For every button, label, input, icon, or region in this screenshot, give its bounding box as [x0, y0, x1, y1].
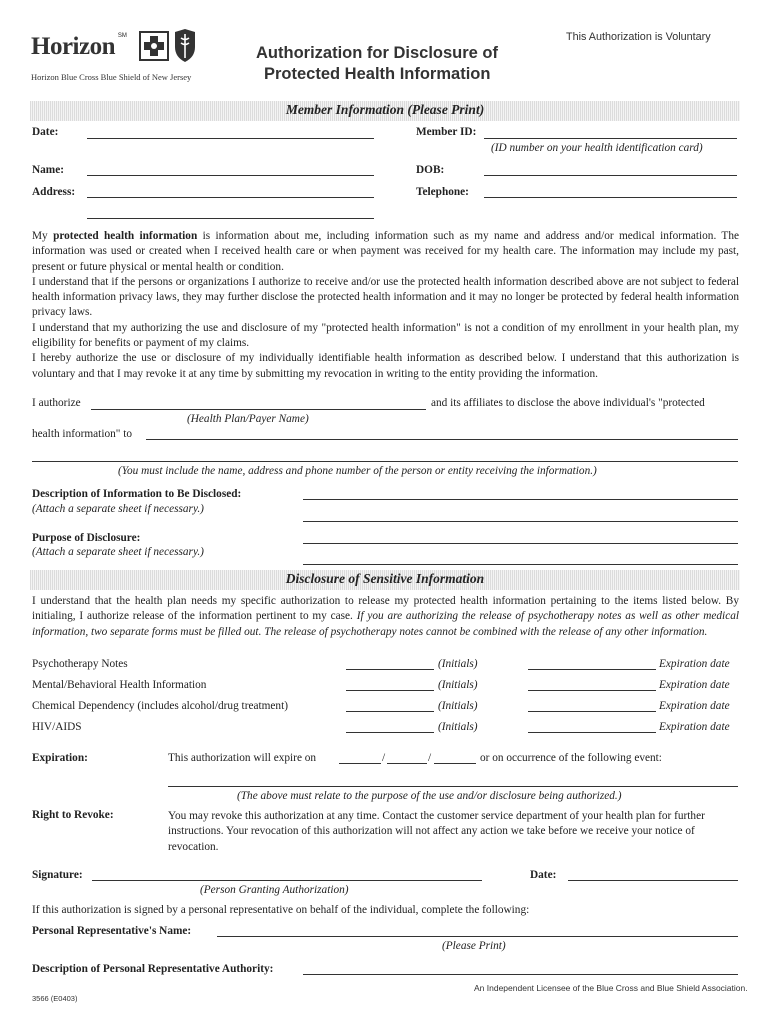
rep-name-label: Personal Representative's Name:	[32, 925, 192, 937]
sensitive-item-mental-health: Mental/Behavioral Health Information	[32, 679, 207, 691]
consent-text	[32, 229, 739, 382]
expiration-field-hiv-aids[interactable]	[528, 732, 656, 733]
phi-to-label: health information" to	[32, 428, 132, 440]
expiration-event-hint: (The above must relate to the purpose of the use and/or disclosure being authorized.)	[237, 790, 622, 802]
affiliates-text: and its affiliates to disclose the above individual's "protected	[431, 397, 705, 409]
description-label: Description of Information to Be Disclosed:	[32, 488, 242, 500]
purpose-field-line1[interactable]	[303, 543, 738, 544]
date-field[interactable]	[87, 138, 374, 139]
address-field-line1[interactable]	[87, 197, 374, 198]
health-plan-name-field[interactable]	[91, 409, 426, 410]
expiration-day-field[interactable]	[387, 763, 427, 764]
form-title-line1: Authorization for Disclosure of	[256, 44, 499, 62]
enrollment-condition-paragraph: I understand that my authorizing the use and disclosure of my "protected health information" is not a condition of my enrollment in your health plan, my eligibility for benefits or payment of my claims.	[32, 321, 739, 350]
blue-shield-icon	[173, 29, 197, 63]
revoke-text: You may revoke this authorization at any time. Contact the customer service department of your health plan for further instructions. Your revocation of this authorization will not affect any action we take before we receive your notice of revocation.	[168, 810, 705, 853]
privacy-law-paragraph: I understand that if the persons or organizations I authorize to receive and/or use the protected health information described above are not subject to federal health information privacy laws, they may further disclose the protected health information and it may no longer be protected by federal health information privacy laws.	[32, 275, 739, 319]
initials-field-chemical-dependency[interactable]	[346, 711, 434, 712]
expiration-hint: Expiration date	[659, 700, 730, 712]
address-label: Address:	[32, 186, 76, 198]
voluntary-authorization-paragraph: I hereby authorize the use or disclosure of my individually identifiable health information as described below. I understand that this authorization is voluntary and that I may revoke it at any time by submitting my revocation in writing to the entity providing the information.	[32, 352, 739, 380]
description-field-line1[interactable]	[303, 499, 738, 500]
signature-label: Signature:	[32, 869, 83, 881]
member-info-heading: Member Information (Please Print)	[285, 102, 485, 117]
signature-field[interactable]	[92, 880, 482, 881]
recipient-field-line1[interactable]	[146, 439, 738, 440]
initials-hint: (Initials)	[438, 721, 478, 733]
voluntary-note: This Authorization is Voluntary	[566, 31, 711, 43]
member-id-label: Member ID:	[416, 126, 477, 138]
rep-name-field[interactable]	[217, 936, 738, 937]
description-field-line2[interactable]	[303, 521, 738, 522]
sensitive-item-chemical-dependency: Chemical Dependency (includes alcohol/drug treatment)	[32, 700, 288, 712]
initials-field-mental-health[interactable]	[346, 690, 434, 691]
member-id-hint: (ID number on your health identification card)	[491, 142, 703, 154]
initials-hint: (Initials)	[438, 700, 478, 712]
date-slash: /	[382, 752, 386, 764]
initials-hint: (Initials)	[438, 658, 478, 670]
address-field-line2[interactable]	[87, 218, 374, 219]
expiration-text: This authorization will expire on	[168, 752, 317, 764]
purpose-hint: (Attach a separate sheet if necessary.)	[32, 546, 204, 558]
sensitive-info-heading: Disclosure of Sensitive Information	[285, 571, 485, 586]
expiration-hint: Expiration date	[659, 658, 730, 670]
initials-field-psychotherapy[interactable]	[346, 669, 434, 670]
dob-field[interactable]	[484, 175, 737, 176]
name-field[interactable]	[87, 175, 374, 176]
description-hint: (Attach a separate sheet if necessary.)	[32, 503, 204, 515]
phi-definition-paragraph: My protected health information is information about me, including information such as my name and address and/or medical information. The information was used or created when I received health care or when payment was received for my health care. The information may include my past, present or future physical or mental health or condition.	[32, 230, 739, 273]
telephone-label: Telephone:	[416, 186, 469, 198]
i-authorize-label: I authorize	[32, 397, 81, 409]
rep-authority-field[interactable]	[303, 974, 738, 975]
telephone-field[interactable]	[484, 197, 737, 198]
expiration-hint: Expiration date	[659, 721, 730, 733]
purpose-label: Purpose of Disclosure:	[32, 532, 141, 544]
sensitive-item-hiv-aids: HIV/AIDS	[32, 721, 82, 733]
expiration-field-chemical-dependency[interactable]	[528, 711, 656, 712]
expiration-month-field[interactable]	[339, 763, 381, 764]
purpose-field-line2[interactable]	[303, 564, 738, 565]
sensitive-intro: I understand that the health plan needs my specific authorization to release my protected health information pertaining to the items listed below. By initialing, I authorize release of the information pertinent to my case. If you are authorizing the release of psychotherapy notes as well as other medical information, two separate forms must be filled out. The release of psychotherapy notes cannot be combined with the release of any other information.	[32, 595, 740, 638]
logo-wordmark: Horizon	[31, 33, 115, 60]
expiration-event-text: or on occurrence of the following event:	[480, 752, 662, 764]
horizon-logo: Horizon ℠	[31, 33, 127, 60]
initials-hint: (Initials)	[438, 679, 478, 691]
expiration-hint: Expiration date	[659, 679, 730, 691]
form-code: 3566 (E0403)	[32, 994, 78, 1003]
expiration-year-field[interactable]	[434, 763, 476, 764]
member-info-band	[30, 101, 740, 121]
expiration-label: Expiration:	[32, 752, 88, 764]
name-label: Name:	[32, 164, 64, 176]
recipient-hint: (You must include the name, address and phone number of the person or entity receiving the information.)	[118, 465, 597, 477]
expiration-field-mental-health[interactable]	[528, 690, 656, 691]
expiration-event-field[interactable]	[168, 786, 738, 787]
sensitive-item-psychotherapy: Psychotherapy Notes	[32, 658, 128, 670]
recipient-field-line2[interactable]	[32, 461, 738, 462]
initials-field-hiv-aids[interactable]	[346, 732, 434, 733]
blue-cross-icon	[138, 30, 170, 62]
signature-date-label: Date:	[530, 869, 557, 881]
signature-date-field[interactable]	[568, 880, 738, 881]
rep-authority-label: Description of Personal Representative Authority:	[32, 963, 274, 975]
member-id-field[interactable]	[484, 138, 737, 139]
representative-intro: If this authorization is signed by a personal representative on behalf of the individual, complete the following:	[32, 904, 530, 916]
logo-subtitle: Horizon Blue Cross Blue Shield of New Jersey	[31, 72, 192, 82]
date-label: Date:	[32, 126, 59, 138]
date-slash: /	[428, 752, 432, 764]
rep-name-hint: (Please Print)	[442, 940, 506, 952]
signature-hint: (Person Granting Authorization)	[200, 884, 349, 896]
dob-label: DOB:	[416, 164, 445, 176]
form-title-line2: Protected Health Information	[264, 65, 491, 83]
health-plan-hint: (Health Plan/Payer Name)	[187, 413, 309, 425]
licensee-note: An Independent Licensee of the Blue Cross and Blue Shield Association.	[474, 983, 748, 993]
sensitive-info-band	[30, 570, 740, 590]
revoke-label: Right to Revoke:	[32, 809, 114, 821]
expiration-field-psychotherapy[interactable]	[528, 669, 656, 670]
